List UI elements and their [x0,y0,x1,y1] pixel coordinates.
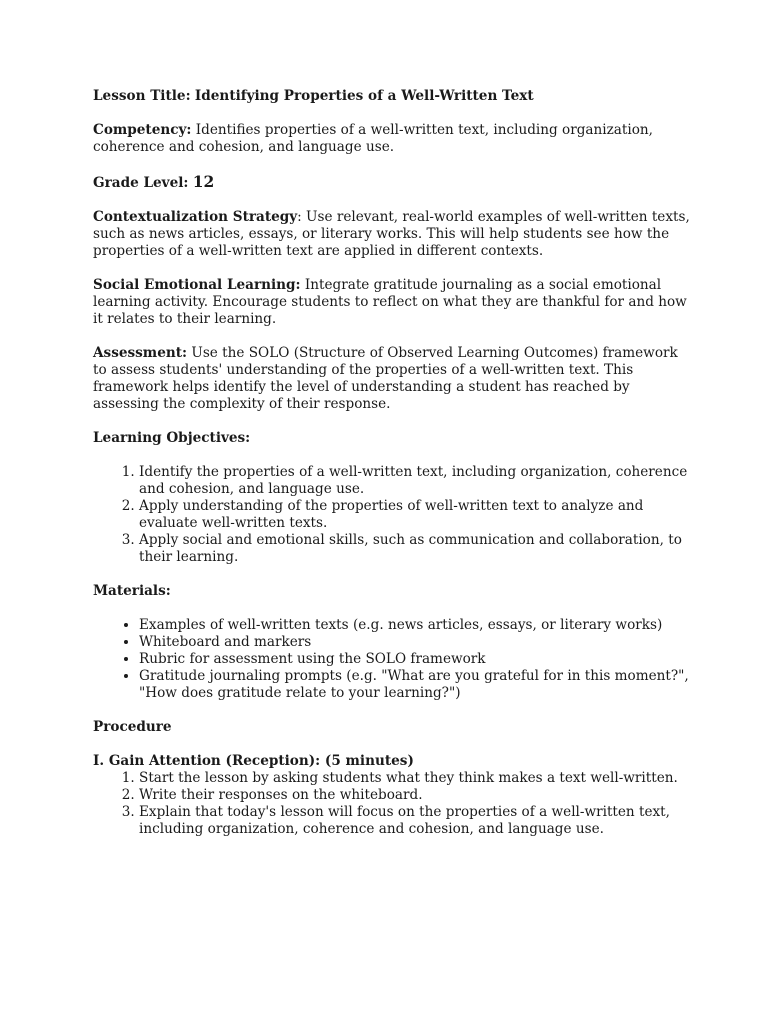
objective-item-2: 2. Apply understanding of the properties of well-written text to analyze and evaluate well-written texts. [139,498,693,532]
lesson-title-label: Lesson Title: [93,88,191,104]
contextualization-text: : Use relevant, real-world examples of well-written texts, such as news articles, essays, or literary works. This will help students see how the properties of a well-written text are applied in different contexts. [93,209,690,259]
competency-label: Competency: [93,122,192,138]
lesson-title-line [93,88,693,105]
contextualization-label: Contextualization Strategy [93,209,298,225]
assessment-label: Assessment: [93,345,188,361]
sel-paragraph [93,277,693,328]
procedure-heading: Procedure [93,719,172,735]
competency-text: Identifies properties of a well-written text, including organization, coherence and cohesion, and language use. [93,122,653,155]
sel-text: Integrate gratitude journaling as a social emotional learning activity. Encourage students to reflect on what they are thankful for and how it relates to their learning. [93,277,687,327]
material-item-3: • Rubric for assessment using the SOLO framework [139,651,693,668]
materials-heading: Materials: [93,583,171,599]
material-item-4: • Gratitude journaling prompts (e.g. "What are you grateful for in this moment?", "How does gratitude relate to your learning?") [139,668,693,702]
procedure-step-3: 3. Explain that today's lesson will focus on the properties of a well-written text, including organization, coherence and cohesion, and language use. [139,804,693,838]
grade-level-line [93,173,693,192]
competency-paragraph [93,122,693,156]
objectives-list [93,464,693,566]
objectives-heading: Learning Objectives: [93,430,251,446]
procedure-step-1: 1. Start the lesson by asking students what they think makes a text well-written. [139,770,693,787]
sel-label: Social Emotional Learning: [93,277,301,293]
document-page [93,88,693,838]
procedure-step-2: 2. Write their responses on the whiteboard. [139,787,693,804]
procedure-section-1-heading: I. Gain Attention (Reception): (5 minutes) [93,753,414,769]
materials-list [93,617,693,702]
grade-level-value: 12 [192,172,215,191]
material-item-2: • Whiteboard and markers [139,634,693,651]
material-item-1: • Examples of well-written texts (e.g. news articles, essays, or literary works) [139,617,693,634]
assessment-text: Use the SOLO (Structure of Observed Learning Outcomes) framework to assess students' understanding of the properties of a well-written text. This framework helps identify the level of understanding a student has reached by assessing the complexity of their response. [93,345,678,412]
assessment-paragraph [93,345,693,413]
grade-level-label: Grade Level: [93,175,189,191]
procedure-section-1-list [93,770,693,838]
contextualization-paragraph [93,209,693,260]
lesson-title-value: Identifying Properties of a Well-Written Text [194,88,534,104]
objective-item-1: 1. Identify the properties of a well-written text, including organization, coherence and cohesion, and language use. [139,464,693,498]
objective-item-3: 3. Apply social and emotional skills, such as communication and collaboration, to their learning. [139,532,693,566]
